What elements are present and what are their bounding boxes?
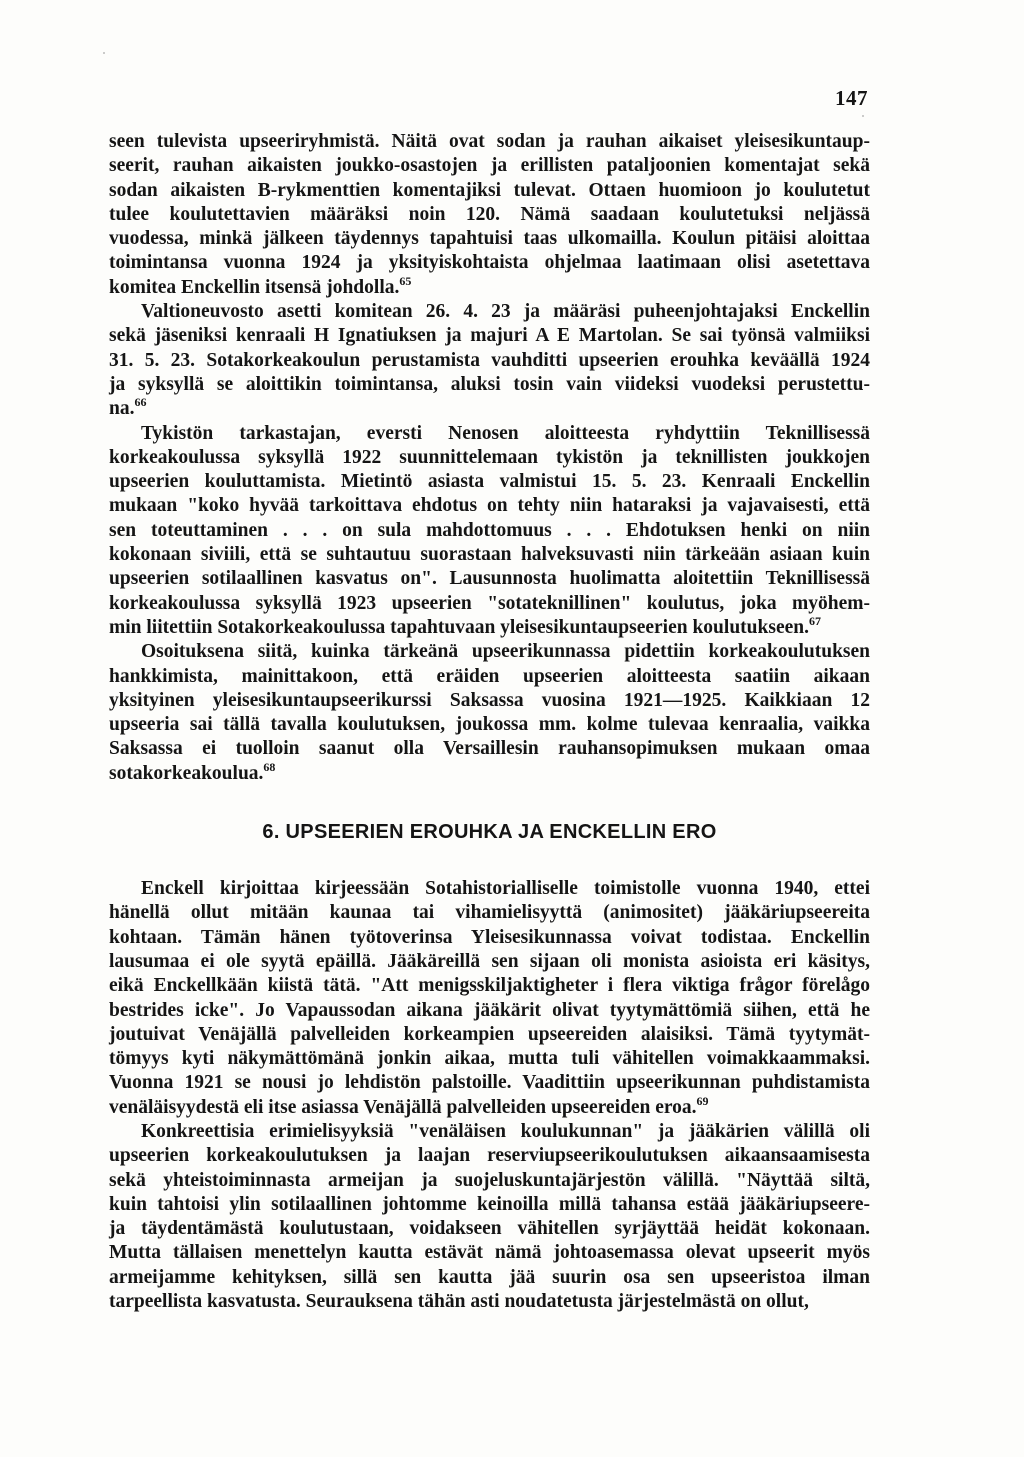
line-text: korkeakoulussa syksyllä 1922 suunnittelemaan tykistön ja teknillisten joukkojen — [109, 446, 870, 468]
text-line — [109, 154, 870, 178]
line-text: mukaan "koko hyvää tarkoittava ehdotus on tehty niin hataraksi ja vajavaisesti, että — [109, 495, 870, 517]
text-line — [109, 689, 870, 713]
text-line — [109, 397, 870, 421]
line-text: Konkreettisia erimielisyyksiä "venäläisen koulukunnan" ja jääkärien välillä oli — [141, 1120, 870, 1142]
footnote-ref: 65 — [399, 273, 412, 288]
line-text: 31. 5. 23. Sotakorkeakoulun perustamista vauhditti upseerien erouhka keväällä 1924 — [109, 349, 870, 371]
line-text: joutuivat Venäjällä palvelleiden korkeampien upseereiden alaisiksi. Tämä tyytymät- — [109, 1023, 870, 1045]
text-line — [109, 1241, 870, 1265]
text-line — [109, 422, 870, 446]
text-line — [109, 1290, 870, 1314]
line-text: tulee koulutettavien määräksi noin 120. Nämä saadaan koulutetuksi neljässä — [109, 203, 870, 225]
footnote-ref: 67 — [808, 613, 821, 628]
text-line — [109, 950, 870, 974]
line-text: yksityinen yleisesikuntaupseerikurssi Saksassa vuosina 1921—1925. Kaikkiaan 12 — [109, 689, 870, 711]
text-line — [109, 1144, 870, 1168]
text-line — [109, 1023, 870, 1047]
line-text: eikä Enckellkään kiistä tätä. "Att menigsskiljaktigheter i flera viktiga frågor förelågo — [109, 975, 870, 997]
text-line — [109, 901, 870, 925]
body-text — [109, 130, 870, 1314]
paragraphs-after-heading — [109, 877, 870, 1314]
text-line — [109, 446, 870, 470]
text-line — [109, 251, 870, 275]
line-text: upseerien korkeakoulutuksen ja laajan reserviupseerikoulutuksen aikaansaamisesta — [109, 1145, 870, 1167]
paragraph — [109, 300, 870, 421]
paragraph — [109, 877, 870, 1120]
text-line — [109, 999, 870, 1023]
line-text: vuodessa, minkä jälkeen täydennys tapahtuisi taas ulkomailla. Koulun pitäisi aloittaa — [109, 228, 870, 250]
page-number: 147 — [835, 86, 868, 110]
line-text: upseerien sotilaallinen kasvatus on". Lausunnosta huolimatta aloitettiin Teknillisessä — [109, 568, 870, 590]
line-text: Vuonna 1921 se nousi jo lehdistön palstoille. Vaadittiin upseerikunnan puhdistamista — [109, 1072, 870, 1094]
line-text: tarpeellista kasvatusta. Seurauksena tähän asti noudatetusta järjestelmästä on ollut, — [109, 1291, 809, 1313]
footnote-ref: 68 — [263, 759, 276, 774]
text-line — [109, 1120, 870, 1144]
text-line — [109, 179, 870, 203]
line-text: kokonaan siviili, että se suhtautuu suorastaan halveksuvasti niin tärkeään asiaan kuin — [109, 544, 870, 566]
footnote-ref: 69 — [696, 1093, 709, 1108]
text-line — [109, 227, 870, 251]
line-text: ja täydentämästä koulutustaan, voidakseen vähitellen syrjäyttää heidät kokonaan. — [109, 1218, 870, 1240]
text-line — [109, 300, 870, 324]
line-text: armeijamme kehityksen, sillä sen kautta jää suurin osa sen upseeristoa ilman — [109, 1266, 870, 1288]
line-text: sodan aikaisten B-rykmenttien komentajiksi tulevat. Ottaen huomioon jo koulutetut — [109, 179, 870, 201]
scan-speck — [103, 52, 105, 54]
line-text: Saksassa ei tuolloin saanut olla Versaillesin rauhansopimuksen mukaan omaa — [109, 738, 870, 760]
text-line — [109, 1047, 870, 1071]
paragraph — [109, 422, 870, 641]
text-line — [109, 640, 870, 664]
line-text: sekä jäseniksi kenraali H Ignatiuksen ja majuri A E Martolan. Se sai työnsä valmiiksi — [109, 325, 870, 347]
line-text: Osoituksena siitä, kuinka tärkeänä upseerikunnassa pidettiin korkeakoulutuksen — [141, 641, 870, 663]
text-line — [109, 613, 870, 640]
paragraphs-before-heading — [109, 130, 870, 786]
text-line — [109, 974, 870, 998]
line-text: tömyys kyti näkymättömänä jonkin aikaa, mutta tuli vähitellen voimakkaammaksi. — [109, 1048, 870, 1070]
paragraph — [109, 1120, 870, 1314]
line-text: sen toteuttaminen . . . on sula mahdottomuus . . . Ehdotuksen henki on niin — [109, 519, 870, 541]
line-text: Enckell kirjoittaa kirjeessään Sotahistorialliselle toimistolle vuonna 1940, ettei — [141, 878, 870, 900]
line-text: korkeakoulussa syksyllä 1923 upseerien "sotateknillinen" koulutus, joka myöhem- — [109, 592, 870, 614]
text-line — [109, 926, 870, 950]
line-text: seen tulevista upseeriryhmistä. Näitä ovat sodan ja rauhan aikaiset yleisesikuntaup- — [109, 131, 870, 152]
text-line — [109, 470, 870, 494]
footnote-ref: 66 — [134, 395, 147, 410]
line-text: sotakorkeakoulua. — [109, 762, 264, 784]
line-text: bestrides icke". Jo Vapaussodan aikana jääkärit olivat tyytymättömiä siihen, että he — [109, 999, 870, 1021]
line-text: venäläisyydestä eli itse asiassa Venäjällä palvelleiden upseereiden eroa. — [109, 1096, 697, 1118]
line-text: min liitettiin Sotakorkeakoulussa tapahtuvaan yleisesikuntaupseerien koulutukseen. — [109, 616, 809, 638]
text-line — [109, 273, 870, 300]
scan-speck — [862, 115, 864, 117]
line-text: Tykistön tarkastajan, eversti Nenosen aloitteesta ryhdyttiin Teknillisessä — [141, 422, 870, 444]
text-line — [109, 665, 870, 689]
line-text: Valtioneuvosto asetti komitean 26. 4. 23 ja määräsi puheenjohtajaksi Enckellin — [141, 301, 870, 323]
text-line — [109, 1093, 870, 1120]
text-line — [109, 877, 870, 901]
text-line — [109, 494, 870, 518]
line-text: Mutta tällaisen menettelyn kautta estävät nämä johtoasemassa olevat upseerit myös — [109, 1242, 870, 1264]
text-line — [109, 349, 870, 373]
text-line — [109, 1217, 870, 1241]
text-line — [109, 759, 870, 786]
line-text: toimintansa vuonna 1924 ja yksityiskohtaista ohjelmaa laatimaan olisi asetettava — [109, 252, 870, 274]
text-line — [109, 130, 870, 154]
line-text: ja syksyllä se aloittikin toimintansa, aluksi tosin vain viideksi vuodeksi perustettu- — [109, 373, 870, 395]
paragraph — [109, 130, 870, 300]
text-line — [109, 1071, 870, 1095]
line-text: sekä yhteistoiminnasta armeijan ja suojeluskuntajärjestön välillä. "Näyttää siltä, — [109, 1169, 870, 1191]
text-line — [109, 519, 870, 543]
text-line — [109, 737, 870, 761]
text-line — [109, 373, 870, 397]
text-line — [109, 324, 870, 348]
line-text: na. — [109, 398, 135, 420]
text-line — [109, 203, 870, 227]
line-text: kuin tahtoisi ylin sotilaallinen johtomme keinoilla millä tahansa estää jääkäriupseere- — [109, 1193, 870, 1215]
text-line — [109, 713, 870, 737]
text-line — [109, 543, 870, 567]
line-text: kohtaan. Tämän hänen työtoverinsa Yleisesikunnassa voivat todistaa. Enckellin — [109, 926, 870, 948]
line-text: komitea Enckellin itsensä johdolla. — [109, 276, 400, 298]
text-line — [109, 1193, 870, 1217]
text-line — [109, 592, 870, 616]
line-text: upseerien kouluttamista. Mietintö asiasta valmistui 15. 5. 23. Kenraali Enckellin — [109, 471, 870, 493]
text-line — [109, 1169, 870, 1193]
line-text: lausumaa ei ole syytä epäillä. Jääkäreillä sen sijaan oli monista asioista eri käsitys, — [109, 950, 870, 972]
line-text: seerit, rauhan aikaisten joukko-osastojen ja erillisten pataljoonien komentajat sekä — [109, 155, 870, 177]
line-text: hänellä ollut mitään kaunaa tai vihamielisyyttä (animositet) jääkäriupseereita — [109, 902, 870, 924]
text-line — [109, 567, 870, 591]
paragraph — [109, 640, 870, 786]
line-text: upseeria sai tällä tavalla koulutuksen, joukossa mm. kolme tulevaa kenraalia, vaikka — [109, 714, 870, 736]
text-line — [109, 1266, 870, 1290]
line-text: hankkimista, mainittakoon, että eräiden upseerien aloitteesta saatiin aikaan — [109, 665, 870, 687]
section-heading: 6. UPSEERIEN EROUHKA JA ENCKELLIN ERO — [262, 821, 717, 844]
